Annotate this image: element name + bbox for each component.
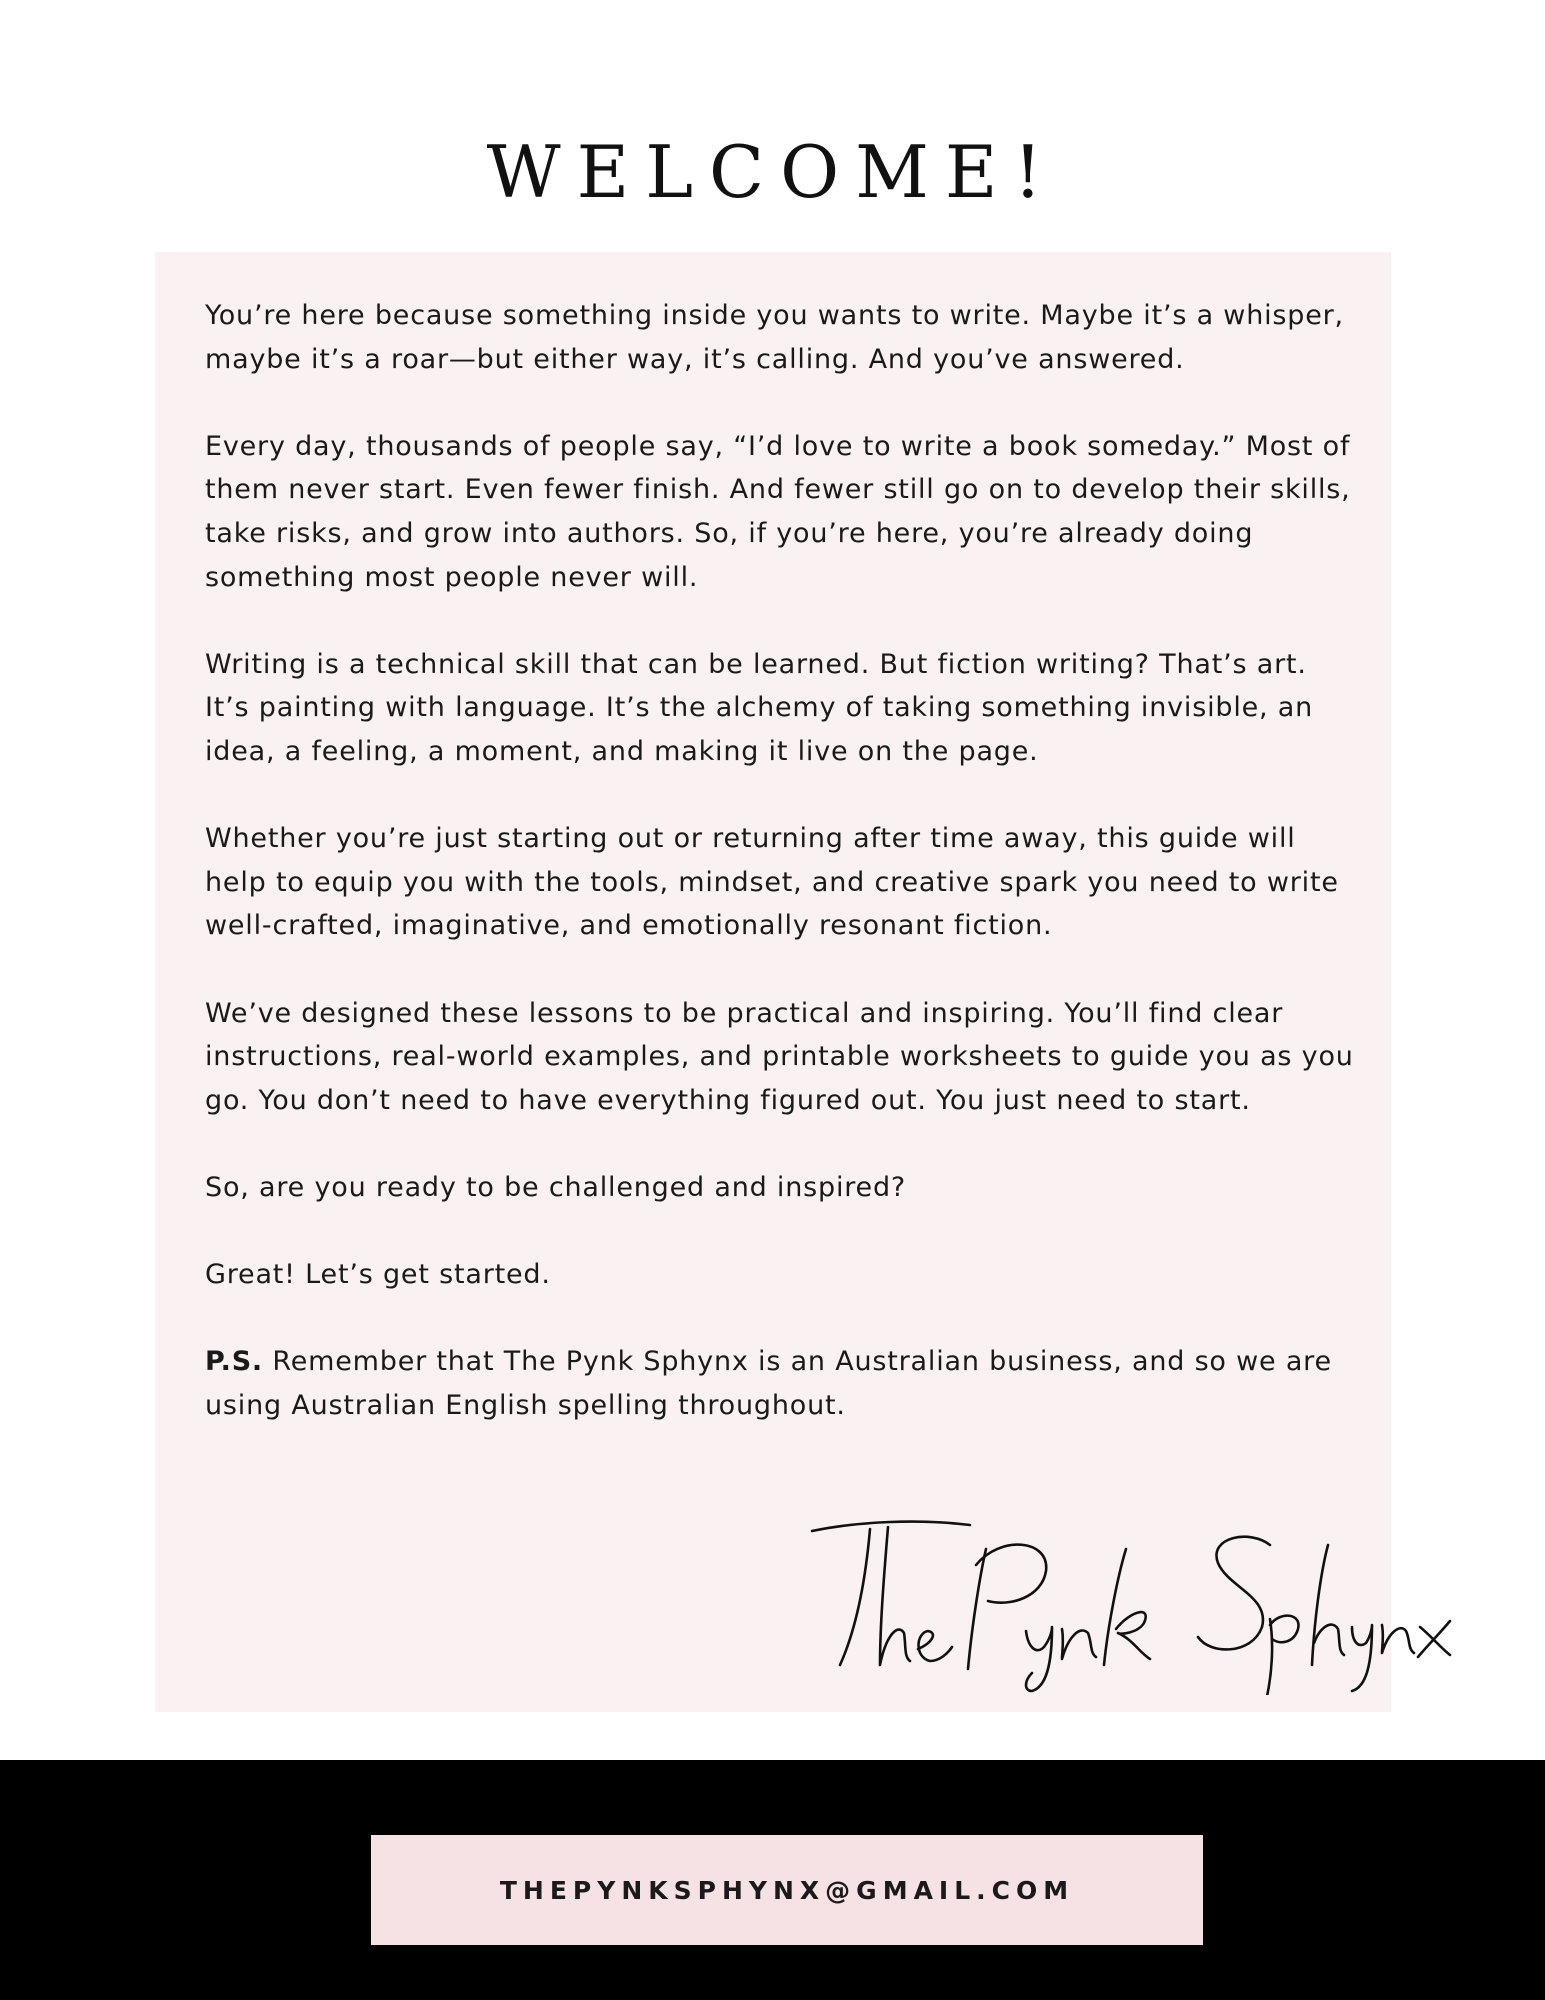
postscript [205,1340,1355,1427]
letter-paragraph: Writing is a technical skill that can be learned. But fiction writing? That’s art. It’s painting with language. It’s the alchemy of taking something invisible, an idea, a feeling, a moment, and making it live on the page. [205,648,1314,767]
postscript-text: Remember that The Pynk Sphynx is an Australian business, and so we are using Australian English spelling throughout. [205,1346,1332,1421]
letter-paragraph: You’re here because something inside you wants to write. Maybe it’s a whisper, maybe it’s a roar—but either way, it’s calling. And you’ve answered. [205,300,1344,375]
letter-body [205,294,1355,1471]
page-title: WELCOME! [486,130,1059,214]
postscript-label: P.S. [205,1346,263,1378]
letter-paragraph: So, are you ready to be challenged and inspired? [205,1171,907,1203]
signature-image [800,1515,1460,1695]
letter-paragraph: Whether you’re just starting out or returning after time away, this guide will help to equip you with the tools, mindset, and creative spark you need to write well-crafted, imaginative, and emotionally resonant fiction. [205,823,1339,942]
letter-paragraph: Every day, thousands of people say, “I’d love to write a book someday.” Most of them never start. Even fewer finish. And fewer still go on to develop their skills, take risks, and grow into authors. So, if you’re here, you’re already doing something most people never will. [205,430,1351,593]
email-box [371,1835,1203,1945]
letter-paragraph: We’ve designed these lessons to be practical and inspiring. You’ll find clear instructions, real-world examples, and printable worksheets to guide you as you go. You don’t need to have everything figured out. You just need to start. [205,997,1354,1116]
contact-email[interactable]: THEPYNKSPHYNX@GMAIL.COM [499,1875,1075,1905]
letter-paragraph: Great! Let’s get started. [205,1259,551,1291]
